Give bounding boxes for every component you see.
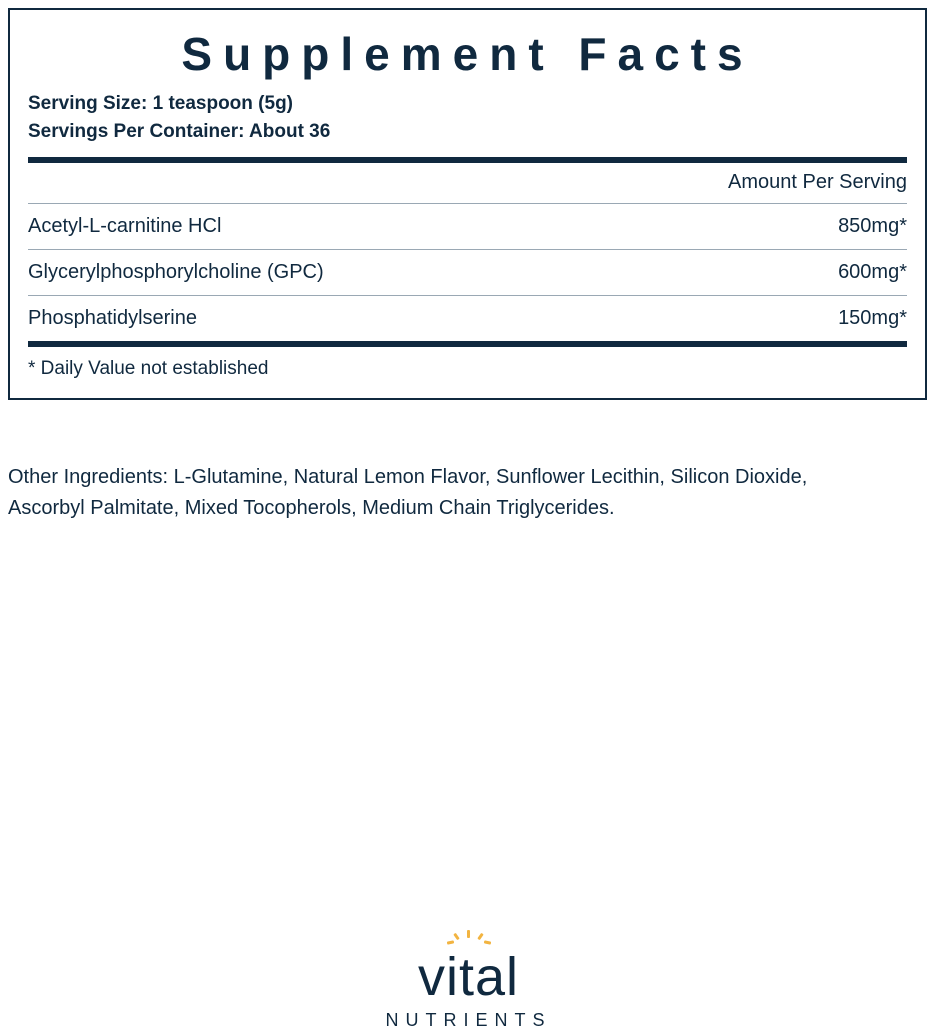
nutrient-name: Phosphatidylserine <box>28 307 197 330</box>
brand-name: vital <box>417 947 520 1007</box>
table-row <box>28 250 907 295</box>
other-ingredients-line-2: Ascorbyl Palmitate, Mixed Tocopherols, Medium Chain Triglycerides. <box>8 497 615 519</box>
sun-icon <box>447 930 491 948</box>
other-ingredients <box>8 462 927 524</box>
amount-per-serving-header <box>28 163 907 203</box>
page-title: Supplement Facts <box>181 28 754 80</box>
servings-per-container: Servings Per Container: About 36 <box>28 120 331 142</box>
supplement-facts-panel <box>8 8 927 400</box>
brand-subtitle: NUTRIENTS <box>385 1010 552 1030</box>
nutrient-name: Glycerylphosphorylcholine (GPC) <box>28 261 324 284</box>
other-ingredients-line-1: Other Ingredients: L-Glutamine, Natural Lemon Flavor, Sunflower Lecithin, Silicon Dioxide, <box>8 466 808 488</box>
brand-logo <box>0 930 937 1031</box>
daily-value-footnote: * Daily Value not established <box>28 358 269 380</box>
table-row <box>28 204 907 249</box>
nutrient-amount: 600mg* <box>838 261 907 284</box>
amount-per-serving-label: Amount Per Serving <box>728 171 907 194</box>
serving-size: Serving Size: 1 teaspoon (5g) <box>28 93 293 115</box>
nutrient-amount: 150mg* <box>838 307 907 330</box>
nutrient-name: Acetyl-L-carnitine HCl <box>28 215 222 238</box>
table-row <box>28 296 907 341</box>
nutrient-amount: 850mg* <box>838 215 907 238</box>
